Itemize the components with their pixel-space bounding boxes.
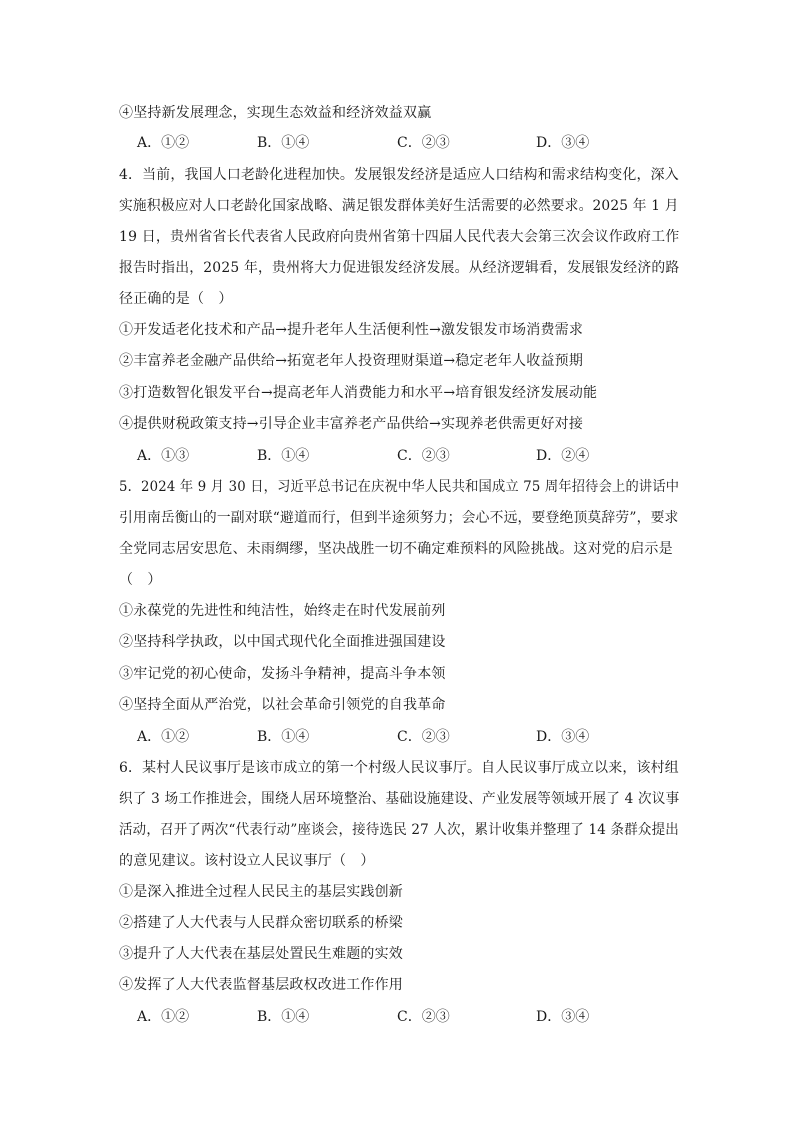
q5-option-a[interactable]: A．①② <box>137 729 190 745</box>
q5-item-3: ③牢记党的初心使命，发扬斗争精神，提高斗争本领 <box>119 666 446 682</box>
q3-option-a[interactable]: A．①② <box>137 135 190 151</box>
q4-stem-line: 径正确的是（ ） <box>119 291 233 307</box>
q5-item-2: ②坚持科学执政，以中国式现代化全面推进强国建设 <box>119 634 446 650</box>
q6-stem-line: 活动，召开了两次“代表行动”座谈会，接待选民 27 人次，累计收集并整理了 14 条群众提出 <box>119 822 679 838</box>
q5-option-b[interactable]: B．①④ <box>257 729 310 745</box>
q5-item-4: ④坚持全面从严治党，以社会革命引领党的自我革命 <box>119 697 446 713</box>
q4-stem-line: 19 日，贵州省省长代表省人民政府向贵州省第十四届人民代表大会第三次会议作政府工作 <box>119 229 680 245</box>
q6-item-2: ②搭建了人大代表与人民群众密切联系的桥梁 <box>119 915 403 931</box>
q3-option-d[interactable]: D．③④ <box>536 135 590 151</box>
q5-item-1: ①永葆党的先进性和纯洁性，始终走在时代发展前列 <box>119 603 446 619</box>
q6-option-d[interactable]: D．③④ <box>536 1009 590 1025</box>
q4-item-1: ①开发适老化技术和产品→提升老年人生活便利性→激发银发市场消费需求 <box>119 322 584 338</box>
q6-options <box>137 1007 657 1027</box>
q4-option-c[interactable]: C．②③ <box>397 448 450 464</box>
q3-option-b[interactable]: B．①④ <box>257 135 310 151</box>
q6-item-4: ④发挥了人大代表监督基层政权改进工作作用 <box>119 977 403 993</box>
q3-item-4: ④坚持新发展理念，实现生态效益和经济效益双赢 <box>119 105 432 121</box>
q6-stem-line: 的意见建议。该村设立人民议事厅（ ） <box>119 853 375 869</box>
q5-stem-line: 全党同志居安思危、未雨绸缪，坚决战胜一切不确定难预料的风险挑战。这对党的启示是 <box>119 541 673 557</box>
q6-item-1: ①是深入推进全过程人民民主的基层实践创新 <box>119 884 403 900</box>
q4-option-d[interactable]: D．②④ <box>536 448 590 464</box>
q6-option-b[interactable]: B．①④ <box>257 1009 310 1025</box>
q4-option-a[interactable]: A．①③ <box>137 448 190 464</box>
q6-option-c[interactable]: C．②③ <box>397 1009 450 1025</box>
q6-stem-line: 6．某村人民议事厅是该市成立的第一个村级人民议事厅。自人民议事厅成立以来，该村组 <box>119 760 679 776</box>
q5-stem-line: 5．2024 年 9 月 30 日，习近平总书记在庆祝中华人民共和国成立 75 周年招待会上的讲话中 <box>119 479 680 495</box>
q4-options <box>137 446 657 466</box>
q5-option-d[interactable]: D．③④ <box>536 729 590 745</box>
q4-stem-line: 实施积极应对人口老龄化国家战略、满足银发群体美好生活需要的必然要求。2025 年 1 月 <box>119 198 679 214</box>
q5-option-c[interactable]: C．②③ <box>397 729 450 745</box>
q3-option-c[interactable]: C．②③ <box>397 135 450 151</box>
q3-options <box>137 133 657 153</box>
q4-stem-line: 报告时指出，2025 年，贵州将大力促进银发经济发展。从经济逻辑看，发展银发经济的路 <box>119 260 680 276</box>
q4-option-b[interactable]: B．①④ <box>257 448 310 464</box>
q4-item-4: ④提供财税政策支持→引导企业丰富养老产品供给→实现养老供需更好对接 <box>119 416 584 432</box>
q4-stem-line: 4．当前，我国人口老龄化进程加快。发展银发经济是适应人口结构和需求结构变化，深入 <box>119 167 679 183</box>
q5-stem-line: 引用南岳衡山的一副对联“避道而行，但到半途须努力；会心不远，要登绝顶莫辞劳”，要求 <box>119 510 679 526</box>
q6-option-a[interactable]: A．①② <box>137 1009 190 1025</box>
q4-item-3: ③打造数智化银发平台→提高老年人消费能力和水平→培育银发经济发展动能 <box>119 385 598 401</box>
q5-stem-line: （ ） <box>119 572 162 588</box>
q6-stem-line: 织了 3 场工作推进会，围绕人居环境整治、基础设施建设、产业发展等领域开展了 4 次议事 <box>119 791 680 807</box>
q4-item-2: ②丰富养老金融产品供给→拓宽老年人投资理财渠道→稳定老年人收益预期 <box>119 353 584 369</box>
q6-item-3: ③提升了人大代表在基层处置民生难题的实效 <box>119 946 403 962</box>
q5-options <box>137 727 657 747</box>
